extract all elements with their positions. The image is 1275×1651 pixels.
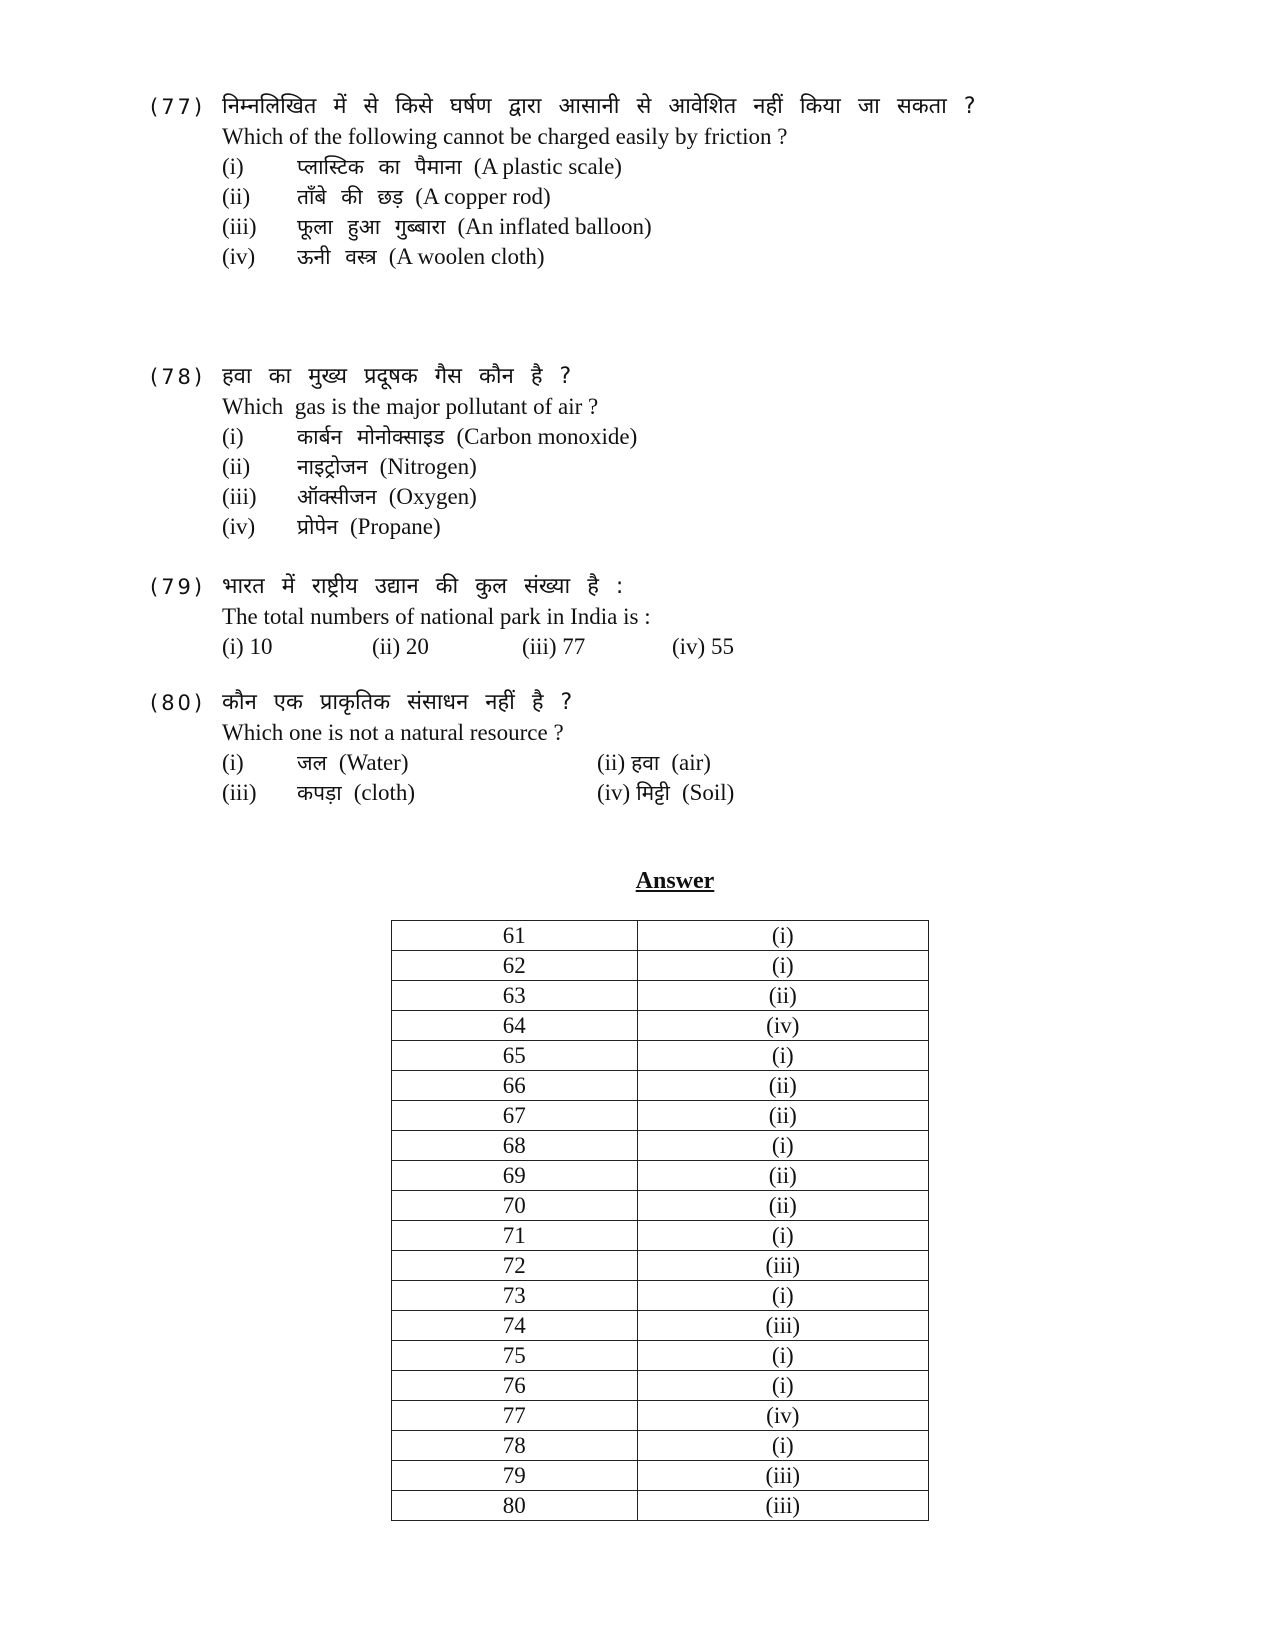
answer-table-body [392, 921, 929, 1521]
answer-cell: (ii) [637, 1191, 928, 1221]
option-label: (i) [222, 424, 244, 449]
answer-cell: (iv) [637, 1011, 928, 1041]
table-row [392, 1191, 929, 1221]
option-english: (An inflated balloon) [457, 214, 652, 239]
answer-cell: (ii) [637, 981, 928, 1011]
answer-cell: (i) [637, 1281, 928, 1311]
answer-cell: (iv) [637, 1401, 928, 1431]
question-number-cell: 74 [392, 1311, 638, 1341]
answer-cell: (iii) [637, 1491, 928, 1521]
answer-cell: (ii) [637, 1161, 928, 1191]
question-number-cell: 79 [392, 1461, 638, 1491]
question-number-cell: 78 [392, 1431, 638, 1461]
answer-cell: (iii) [637, 1461, 928, 1491]
question-number-cell: 62 [392, 951, 638, 981]
question-number-cell: 67 [392, 1101, 638, 1131]
question-80 [150, 688, 1120, 808]
question-number-cell: 65 [392, 1041, 638, 1071]
question-hindi: कौन एक प्राकृतिक संसाधन नहीं है ? [222, 690, 573, 715]
option-item: (iv) 55 [672, 634, 734, 659]
option-label: (iv) [597, 780, 631, 805]
answer-cell: (i) [637, 1131, 928, 1161]
answer-cell: (ii) [637, 1071, 928, 1101]
option-hindi: ऑक्सीजन [297, 485, 377, 509]
question-hindi: निम्नलिखित में से किसे घर्षण द्वारा आसानी से आवेशित नहीं किया जा सकता ? [222, 94, 976, 119]
option-english: (air) [671, 750, 711, 775]
question-number-cell: 66 [392, 1071, 638, 1101]
option-label: (ii) [222, 454, 251, 479]
option-hindi: हवा [631, 751, 660, 775]
option-english: (Propane) [349, 514, 441, 539]
option-hindi: नाइट्रोजन [297, 455, 368, 479]
question-number: (77) [150, 95, 206, 119]
table-row [392, 1041, 929, 1071]
table-row [392, 1431, 929, 1461]
table-row [392, 1281, 929, 1311]
option-label: (iii) [222, 484, 257, 509]
option-hindi: जल [297, 751, 327, 775]
question-english: Which one is not a natural resource ? [222, 720, 564, 745]
question-english: Which of the following cannot be charged easily by friction ? [222, 124, 788, 149]
option-item [222, 422, 1120, 452]
option-item [222, 212, 1120, 242]
table-row [392, 1101, 929, 1131]
question-number: (80) [150, 691, 206, 715]
table-row [392, 1221, 929, 1251]
table-row [392, 951, 929, 981]
table-row [392, 921, 929, 951]
option-hindi: कार्बन मोनोक्साइड [297, 425, 445, 449]
question-hindi: हवा का मुख्य प्रदूषक गैस कौन है ? [222, 364, 572, 389]
options-row [222, 778, 1120, 808]
option-english: (Water) [338, 750, 409, 775]
table-row [392, 1011, 929, 1041]
option-item [222, 152, 1120, 182]
answer-table [391, 920, 929, 1521]
option-item [597, 748, 972, 778]
table-row [392, 1311, 929, 1341]
answer-cell: (i) [637, 1221, 928, 1251]
options-row [222, 632, 1120, 662]
question-number-cell: 71 [392, 1221, 638, 1251]
question-79 [150, 572, 1120, 662]
option-english: (A copper rod) [415, 184, 551, 209]
option-label: (ii) [222, 184, 251, 209]
option-english: (cloth) [353, 780, 416, 805]
option-label: (iii) [222, 780, 257, 805]
question-number-cell: 61 [392, 921, 638, 951]
option-hindi: फूला हुआ गुब्बारा [297, 215, 446, 239]
table-row [392, 1461, 929, 1491]
option-item: (ii) 20 [372, 634, 429, 659]
question-number-cell: 69 [392, 1161, 638, 1191]
table-row [392, 1491, 929, 1521]
question-english: The total numbers of national park in India is : [222, 604, 651, 629]
question-number-cell: 72 [392, 1251, 638, 1281]
question-77 [150, 92, 1120, 272]
answer-cell: (ii) [637, 1101, 928, 1131]
option-item [222, 778, 597, 808]
answer-cell: (i) [637, 1041, 928, 1071]
table-row [392, 1131, 929, 1161]
question-number-cell: 80 [392, 1491, 638, 1521]
question-number-cell: 76 [392, 1371, 638, 1401]
option-label: (iv) [222, 244, 256, 269]
question-number-cell: 70 [392, 1191, 638, 1221]
answer-cell: (i) [637, 1371, 928, 1401]
option-label: (i) [222, 750, 244, 775]
option-hindi: ताँबे की छड़ [297, 185, 404, 209]
option-label: (i) [222, 154, 244, 179]
option-item [597, 778, 972, 808]
table-row [392, 1401, 929, 1431]
option-label: (ii) [597, 750, 626, 775]
question-hindi: भारत में राष्ट्रीय उद्यान की कुल संख्या है : [222, 574, 624, 599]
option-label: (iv) [222, 514, 256, 539]
question-number-cell: 77 [392, 1401, 638, 1431]
option-english: (Carbon monoxide) [456, 424, 638, 449]
answer-cell: (iii) [637, 1251, 928, 1281]
answer-cell: (iii) [637, 1311, 928, 1341]
question-78 [150, 362, 1120, 542]
option-label: (iii) [222, 214, 257, 239]
option-english: (A plastic scale) [473, 154, 622, 179]
option-hindi: प्रोपेन [297, 515, 338, 539]
question-number-cell: 68 [392, 1131, 638, 1161]
option-english: (Nitrogen) [379, 454, 477, 479]
answer-cell: (i) [637, 1431, 928, 1461]
option-hindi: ऊनी वस्त्र [297, 245, 377, 269]
option-item [222, 748, 597, 778]
option-item [222, 182, 1120, 212]
option-hindi: कपड़ा [297, 781, 342, 805]
option-item [222, 452, 1120, 482]
option-item: (i) 10 [222, 634, 273, 659]
option-hindi: प्लास्टिक का पैमाना [297, 155, 462, 179]
table-row [392, 981, 929, 1011]
table-row [392, 1371, 929, 1401]
option-item: (iii) 77 [522, 634, 586, 659]
answer-cell: (i) [637, 921, 928, 951]
question-number: (79) [150, 575, 206, 599]
answer-cell: (i) [637, 951, 928, 981]
question-number-cell: 64 [392, 1011, 638, 1041]
question-number-cell: 73 [392, 1281, 638, 1311]
answer-heading: Answer [635, 868, 715, 894]
question-number: (78) [150, 365, 206, 389]
table-row [392, 1161, 929, 1191]
table-row [392, 1071, 929, 1101]
question-number-cell: 75 [392, 1341, 638, 1371]
table-row [392, 1341, 929, 1371]
option-hindi: मिट्टी [636, 781, 670, 805]
option-english: (Oxygen) [388, 484, 477, 509]
table-row [392, 1251, 929, 1281]
question-english: Which gas is the major pollutant of air ? [222, 394, 599, 419]
option-english: (A woolen cloth) [388, 244, 545, 269]
option-item [222, 482, 1120, 512]
question-number-cell: 63 [392, 981, 638, 1011]
option-item [222, 242, 1120, 272]
option-english: (Soil) [681, 780, 735, 805]
options-row [222, 748, 1120, 778]
answer-cell: (i) [637, 1341, 928, 1371]
option-item [222, 512, 1120, 542]
